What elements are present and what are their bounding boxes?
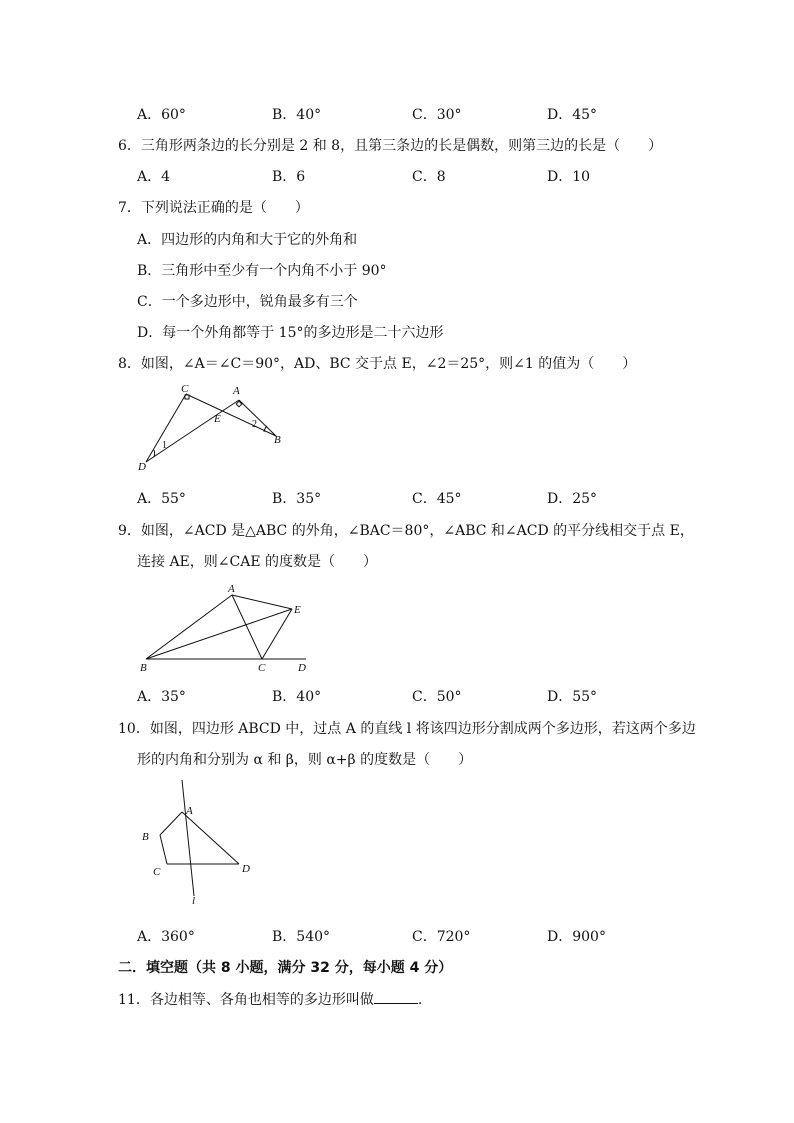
q11-answer-blank[interactable]	[374, 989, 418, 1004]
q6-option-a: A．4	[137, 169, 171, 185]
q10-label-d: D	[242, 863, 250, 875]
q9-label-a: A	[228, 583, 235, 595]
q7-statement-a: A．四边形的内角和大于它的外角和	[137, 232, 358, 248]
q8-label-b: B	[274, 434, 281, 446]
q6-option-c: C．8	[412, 169, 446, 185]
q9-option-a: A．35°	[137, 689, 186, 705]
q8-figure	[136, 380, 296, 475]
q8-label-a: A	[233, 385, 240, 397]
q10-option-d: D．900°	[547, 929, 606, 945]
q10-option-c: C．720°	[412, 929, 471, 945]
q5-option-b: B．40°	[272, 107, 322, 123]
q8-label-e: E	[214, 413, 221, 425]
q10-stem-line1: 10．如图，四边形 ABCD 中，过点 A 的直线 l 将该四边形分割成两个多边形，若这两个多边	[118, 721, 696, 737]
q8-option-b: B．35°	[272, 491, 322, 507]
q8-label-angle-1: 1	[162, 440, 167, 451]
q6-option-d: D．10	[547, 169, 591, 185]
q9-option-c: C．50°	[412, 689, 462, 705]
q7-statement-d: D．每一个外角都等于 15°的多边形是二十六边形	[137, 325, 444, 341]
section-heading-fill-in: 二．填空题（共 8 小题，满分 32 分，每小题 4 分）	[118, 960, 453, 976]
q7-statement-c: C．一个多边形中，锐角最多有三个	[137, 294, 358, 310]
q10-label-c: C	[153, 866, 161, 878]
q5-option-a: A．60°	[137, 107, 186, 123]
q8-label-c: C	[181, 383, 189, 395]
q9-label-c: C	[258, 662, 266, 674]
q9-option-b: B．40°	[272, 689, 322, 705]
q10-label-l: l	[192, 895, 196, 907]
q10-stem-line2: 形的内角和分别为 α 和 β，则 α+β 的度数是（ ）	[137, 752, 473, 768]
q11	[118, 989, 432, 1009]
q9-stem-line1: 9．如图，∠ACD 是△ABC 的外角，∠BAC＝80°，∠ABC 和∠ACD 的平分线相交于点 E，	[118, 523, 694, 539]
q8-stem: 8．如图，∠A＝∠C＝90°，AD、BC 交于点 E，∠2＝25°，则∠1 的值为（ ）	[118, 356, 637, 372]
q9-figure	[136, 580, 326, 675]
q8-option-d: D．25°	[547, 491, 598, 507]
q7-statement-b: B．三角形中至少有一个内角不小于 90°	[137, 263, 387, 279]
q5-option-d: D．45°	[547, 107, 598, 123]
q10-label-b: B	[142, 831, 149, 843]
q10-option-a: A．360°	[137, 929, 195, 945]
q9-label-b: B	[140, 662, 147, 674]
q11-stem: 11．各边相等、各角也相等的多边形叫做	[118, 992, 374, 1008]
q9-label-d: D	[298, 662, 306, 674]
q5-option-c: C．30°	[412, 107, 462, 123]
q6-option-b: B．6	[272, 169, 306, 185]
q8-option-a: A．55°	[137, 491, 186, 507]
q10-figure	[136, 778, 266, 908]
q10-label-a: A	[186, 805, 193, 817]
q10-option-b: B．540°	[272, 929, 331, 945]
q8-option-c: C．45°	[412, 491, 462, 507]
q8-label-d: D	[138, 461, 146, 473]
q9-option-d: D．55°	[547, 689, 598, 705]
q11-end: ．	[417, 992, 432, 1008]
q8-label-angle-2: 2	[252, 419, 257, 430]
q9-stem-line2: 连接 AE，则∠CAE 的度数是（ ）	[137, 554, 378, 570]
q7-stem: 7．下列说法正确的是（ ）	[118, 200, 309, 216]
q6-stem: 6．三角形两条边的长分别是 2 和 8，且第三条边的长是偶数，则第三边的长是（ ）	[118, 138, 663, 154]
q9-label-e: E	[294, 604, 301, 616]
